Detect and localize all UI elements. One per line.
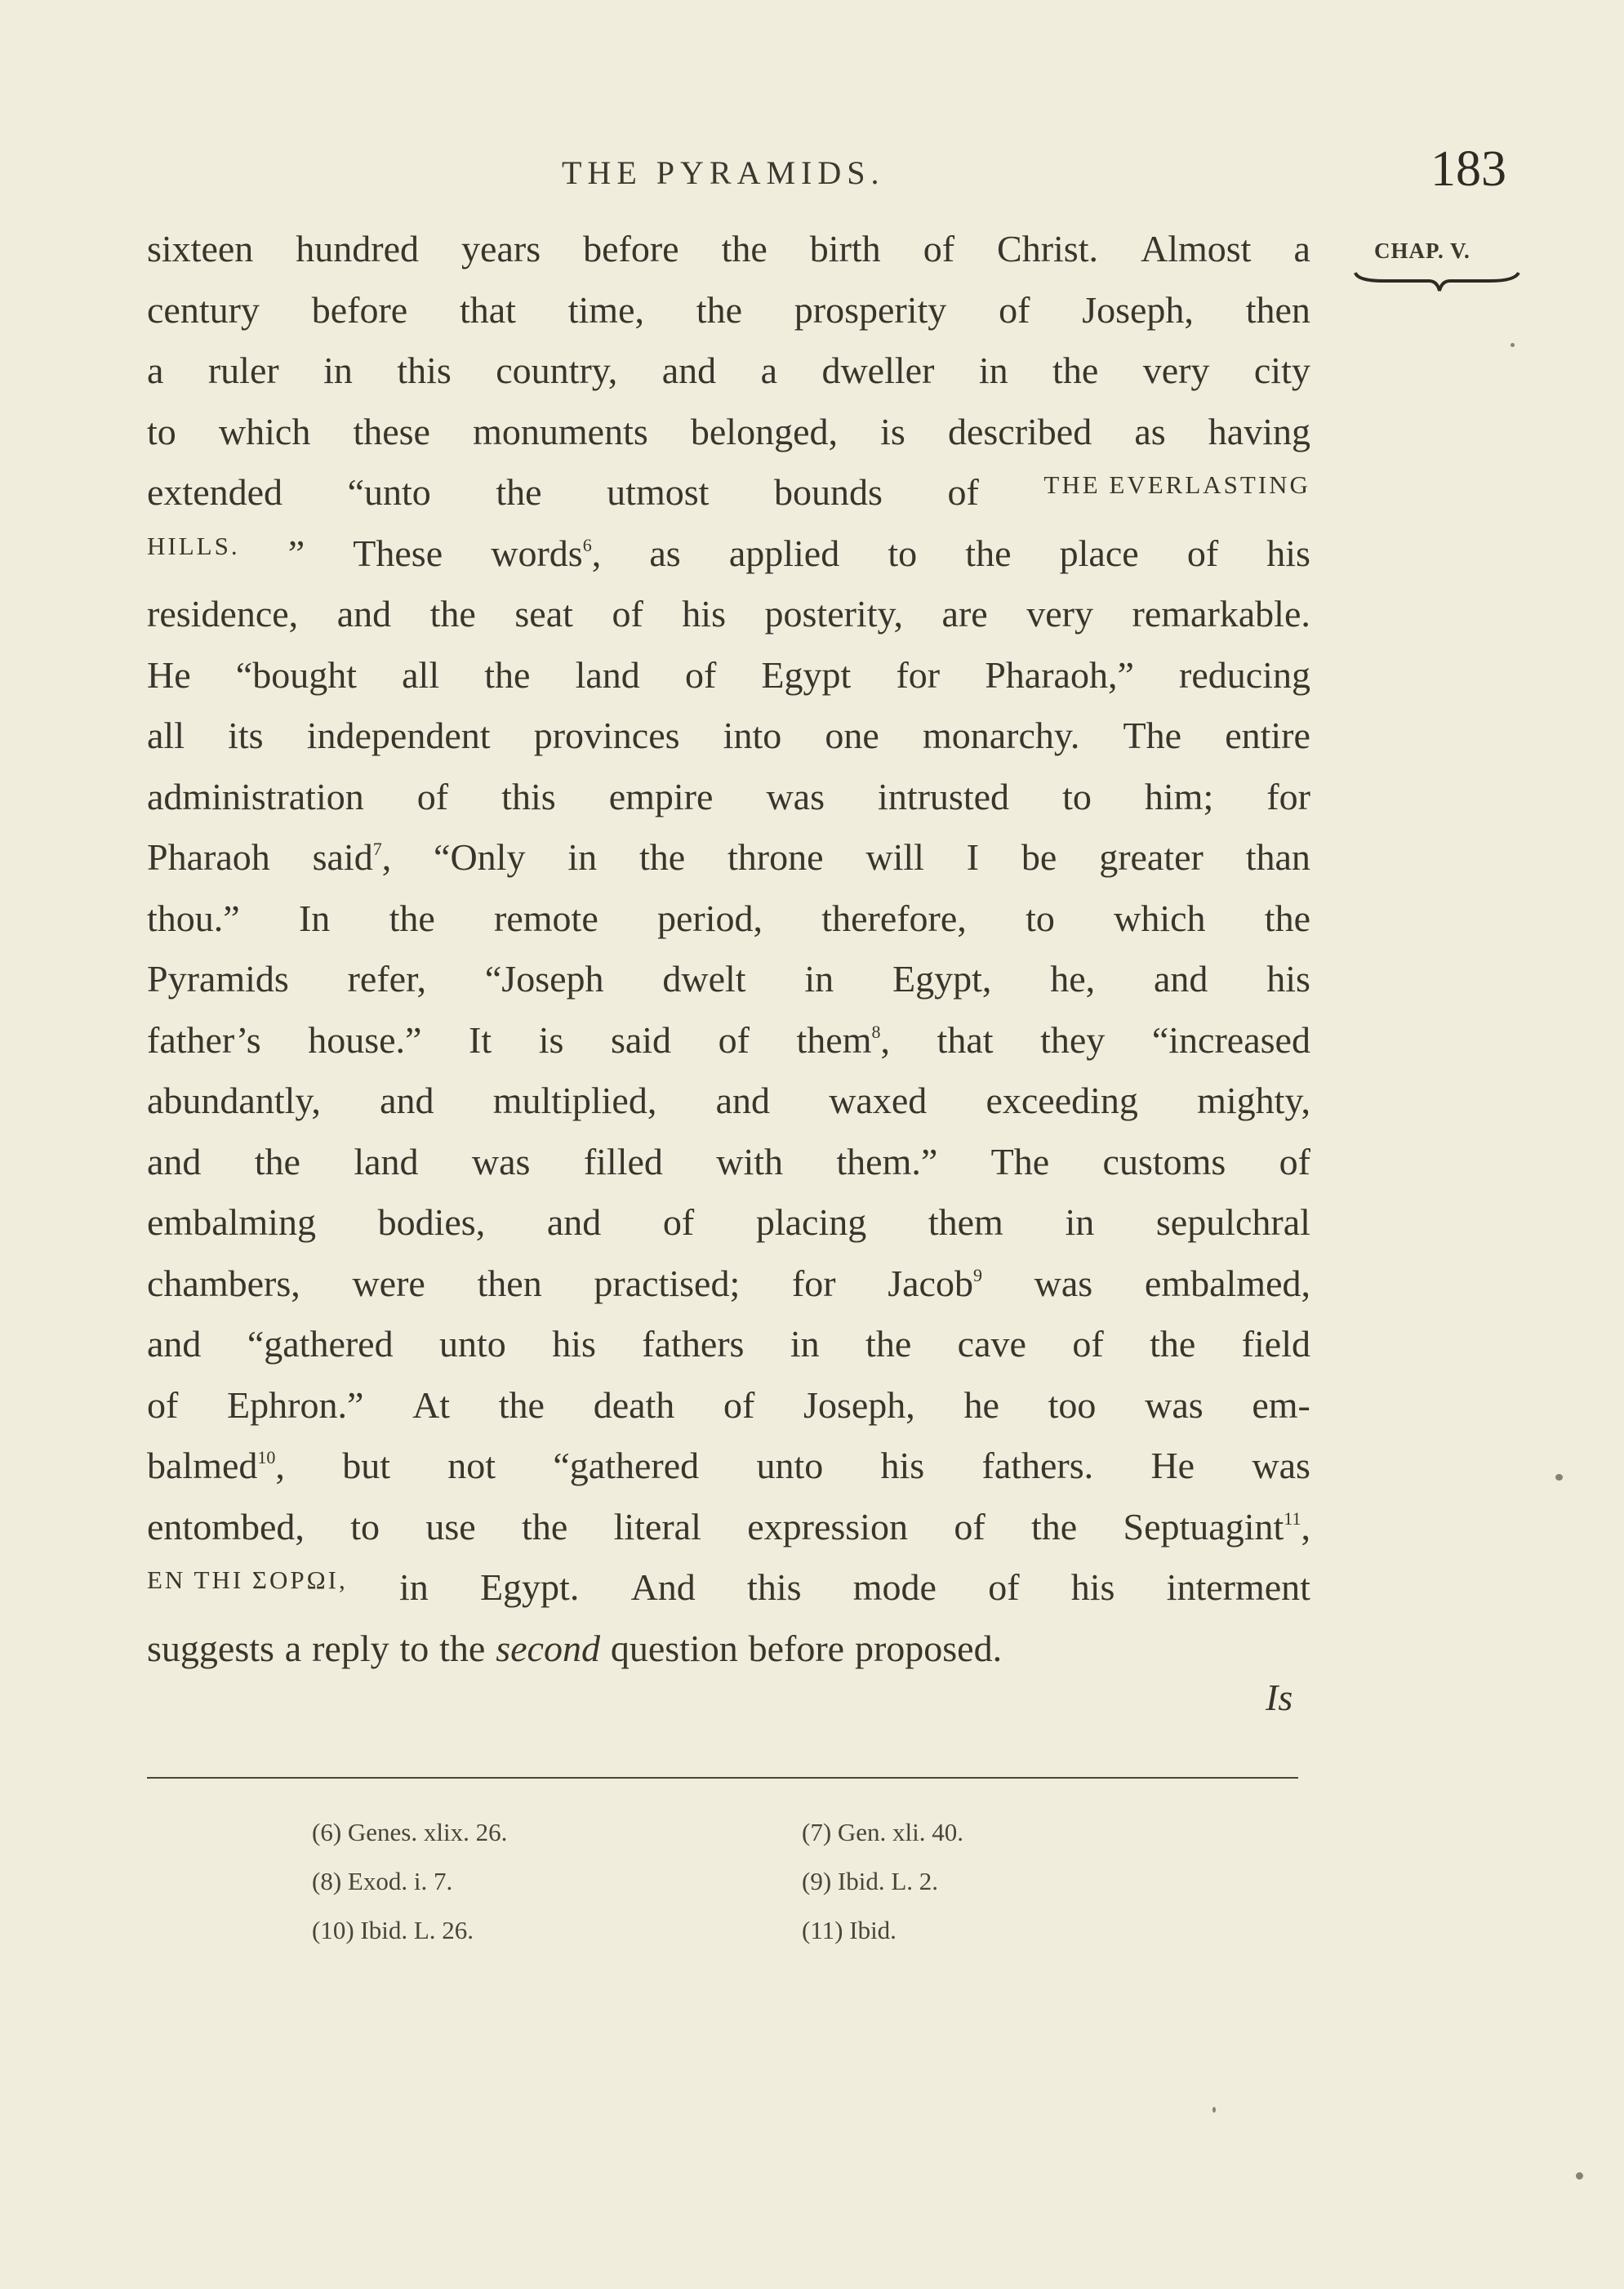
word: interment	[1166, 1566, 1310, 1608]
word: having	[1208, 410, 1310, 452]
word: The	[990, 1140, 1050, 1182]
word: and	[147, 1323, 202, 1365]
word: EN THI ΣΟΡΩΙ,	[147, 1565, 348, 1594]
word: second	[496, 1627, 600, 1669]
word: his	[1266, 958, 1310, 1000]
word: abundantly,	[147, 1080, 321, 1121]
text-line	[147, 1565, 1310, 1627]
word: in	[1065, 1201, 1095, 1243]
word: filled	[583, 1140, 663, 1182]
word: extended	[147, 471, 283, 513]
word: death	[593, 1383, 675, 1426]
word: and	[336, 593, 392, 635]
word: and	[1153, 958, 1208, 1000]
word: his	[682, 593, 726, 635]
word: this	[397, 350, 452, 391]
word: Egypt,	[892, 958, 992, 1000]
word: was	[1145, 1383, 1204, 1426]
word: the	[484, 653, 531, 696]
footnotes	[312, 1818, 1047, 1952]
word: one	[825, 715, 879, 756]
word: It	[469, 1018, 492, 1061]
word: of	[947, 471, 979, 513]
word: THE EVERLASTING	[1043, 470, 1310, 499]
word: of	[723, 1383, 755, 1426]
footnote-rule	[147, 1777, 1298, 1779]
word: of	[612, 593, 643, 635]
word: the	[429, 593, 476, 635]
word: country,	[496, 350, 618, 391]
word: throne	[727, 836, 824, 878]
word: said	[610, 1018, 672, 1061]
text-line	[147, 227, 1310, 288]
word: to	[350, 1505, 380, 1548]
word: before	[311, 288, 408, 331]
word: of	[1279, 1140, 1310, 1182]
word: the	[498, 1383, 545, 1426]
word: suggests	[147, 1627, 274, 1669]
word: place	[1059, 532, 1139, 574]
word: not	[447, 1445, 496, 1486]
word: “Only	[434, 836, 526, 878]
word: the	[439, 1627, 486, 1669]
word: them	[928, 1201, 1003, 1243]
word: “unto	[347, 471, 431, 513]
text-line	[147, 1627, 1310, 1688]
word: he,	[1050, 958, 1096, 1000]
word: Christ.	[997, 228, 1098, 269]
word: of	[416, 775, 449, 817]
text-line	[147, 1018, 1310, 1080]
text-line	[147, 1505, 1310, 1566]
word: reducing	[1179, 653, 1310, 696]
word: for	[1266, 775, 1310, 817]
word: the	[865, 1323, 912, 1365]
footnote-10: (10) Ibid. L. 26.	[312, 1916, 474, 1944]
word: sepulchral	[1155, 1201, 1310, 1243]
word: his	[552, 1323, 596, 1365]
word: land	[575, 653, 640, 696]
word: time,	[567, 288, 645, 331]
word: Pharaoh,”	[985, 653, 1134, 696]
word: Joseph,	[803, 1383, 915, 1426]
word: period,	[657, 897, 763, 939]
word: These	[353, 532, 443, 574]
word: At	[412, 1383, 451, 1426]
word: of	[662, 1201, 695, 1243]
word: prosperity	[794, 288, 947, 331]
word: is	[538, 1018, 564, 1061]
word: was	[1034, 1262, 1093, 1304]
word: Pharaoh	[147, 836, 270, 878]
word: the	[1030, 1505, 1078, 1548]
word: its	[228, 715, 264, 756]
word: of	[954, 1505, 986, 1548]
word: the	[254, 1140, 300, 1182]
word: bodies,	[377, 1201, 486, 1243]
paper-speck	[1212, 2107, 1216, 2113]
text-line	[147, 1322, 1310, 1383]
word: question	[610, 1627, 738, 1669]
word: the	[965, 532, 1012, 574]
text-line	[147, 592, 1310, 653]
page-number: 183	[1430, 141, 1506, 197]
text-line	[147, 532, 1310, 593]
word: Egypt	[761, 653, 852, 696]
word: fathers	[642, 1323, 745, 1365]
word: proposed.	[854, 1627, 1003, 1669]
word: dwelt	[662, 958, 746, 1000]
word: field	[1241, 1323, 1310, 1365]
word: fathers.	[981, 1445, 1094, 1486]
word: placing	[755, 1201, 867, 1243]
word: refer,	[347, 958, 427, 1000]
word: but	[342, 1445, 390, 1486]
word: mighty,	[1197, 1080, 1310, 1121]
word: be	[1021, 836, 1057, 878]
word: birth	[809, 228, 881, 269]
word: the	[522, 1505, 568, 1548]
word: this	[747, 1566, 802, 1608]
text-line	[147, 1140, 1310, 1201]
word: cave	[957, 1323, 1026, 1365]
word: his	[880, 1445, 925, 1486]
text-line	[147, 1200, 1310, 1262]
word: were	[352, 1262, 425, 1304]
word: in	[804, 958, 834, 1000]
word: of	[923, 228, 955, 269]
word: these	[353, 410, 430, 452]
word: Joseph,	[1082, 288, 1194, 331]
word: years	[461, 228, 541, 269]
word: residence,	[147, 593, 299, 635]
word: words$^6$,	[491, 532, 602, 574]
text-line	[147, 835, 1310, 897]
word: a	[1293, 228, 1310, 269]
word: applied	[728, 532, 840, 574]
text-line	[147, 775, 1310, 836]
footnote-6: (6) Genes. xlix. 26.	[312, 1818, 508, 1846]
word: ”	[287, 532, 305, 574]
word: and	[546, 1201, 602, 1243]
word: the	[496, 471, 542, 513]
brace-ornament	[1351, 269, 1523, 302]
word: embalmed,	[1144, 1262, 1310, 1304]
running-title: THE PYRAMIDS.	[562, 154, 885, 191]
word: said$^7$,	[312, 836, 392, 878]
text-line	[147, 1079, 1310, 1140]
body-text	[147, 227, 1310, 1687]
word: bounds	[774, 471, 883, 513]
footnote-7: (7) Gen. xli. 40.	[802, 1818, 964, 1846]
word: in	[567, 836, 598, 878]
word: mode	[852, 1566, 937, 1608]
word: than	[1245, 836, 1310, 878]
word: and	[147, 1140, 202, 1182]
word: with	[716, 1140, 784, 1182]
word: are	[941, 593, 988, 635]
word: to	[1026, 897, 1055, 939]
word: Pyramids	[147, 958, 289, 1000]
word: city	[1253, 350, 1310, 391]
word: belonged,	[690, 410, 839, 452]
word: very	[1026, 593, 1093, 635]
word: seat	[514, 593, 573, 635]
text-line	[147, 1444, 1310, 1505]
word: practised;	[594, 1262, 741, 1304]
chapter-marker: CHAP. V.	[1374, 238, 1470, 263]
word: entombed,	[147, 1505, 305, 1548]
word: unto	[439, 1323, 506, 1365]
word: the	[696, 288, 742, 331]
word: into	[723, 715, 782, 756]
word: is	[880, 410, 905, 452]
word: them.”	[836, 1140, 938, 1182]
text-line	[147, 410, 1310, 471]
word: embalming	[147, 1201, 316, 1243]
paper-speck	[1511, 343, 1515, 347]
text-line	[147, 957, 1310, 1018]
word: monuments	[473, 410, 648, 452]
word: in	[790, 1323, 820, 1365]
word: a	[284, 1627, 302, 1669]
word: to	[888, 532, 918, 574]
word: independent	[306, 715, 491, 756]
footnote-9: (9) Ibid. L. 2.	[802, 1867, 939, 1895]
word: of	[999, 288, 1030, 331]
word: the	[1150, 1323, 1196, 1365]
word: the	[1264, 897, 1310, 939]
word: unto	[756, 1445, 824, 1486]
word: this	[501, 775, 556, 817]
word: In	[298, 897, 331, 939]
word: Septuagint$^{11}$,	[1123, 1505, 1310, 1548]
word: use	[425, 1505, 476, 1548]
word: was	[1252, 1445, 1310, 1486]
word: sixteen	[147, 228, 254, 269]
text-line	[147, 288, 1310, 350]
word: literal	[613, 1505, 701, 1548]
word: the	[638, 836, 686, 878]
word: empire	[608, 775, 714, 817]
word: “Joseph	[484, 958, 604, 1000]
word: that	[459, 288, 516, 331]
word: “bought	[235, 653, 357, 696]
word: reply	[312, 1627, 389, 1669]
word: a	[760, 350, 778, 391]
word: to	[147, 410, 176, 452]
word: he	[963, 1383, 999, 1426]
word: all	[147, 715, 185, 756]
word: The	[1123, 715, 1182, 756]
word: multiplied,	[492, 1080, 657, 1121]
word: will	[865, 836, 924, 878]
word: “gathered	[553, 1445, 700, 1486]
word: remote	[494, 897, 598, 939]
word: “increased	[1151, 1018, 1310, 1061]
word: his	[1070, 1566, 1115, 1608]
paper-speck	[1576, 2172, 1583, 2180]
word: Ephron.”	[227, 1383, 364, 1426]
paper-speck	[1555, 1474, 1563, 1481]
word: father’s	[147, 1018, 261, 1061]
word: of	[988, 1566, 1020, 1608]
word: waxed	[829, 1080, 928, 1121]
word: balmed$^{10}$,	[147, 1445, 285, 1486]
word: I	[966, 836, 980, 878]
word: ruler	[207, 350, 279, 391]
text-line	[147, 349, 1310, 410]
catchword: Is	[1266, 1677, 1293, 1718]
word: posterity,	[764, 593, 904, 635]
word: was	[766, 775, 825, 817]
word: of	[147, 1383, 179, 1426]
word: dweller	[821, 350, 935, 391]
word: He	[147, 653, 191, 696]
word: century	[147, 288, 260, 331]
word: his	[1266, 532, 1310, 574]
word: as	[1134, 410, 1166, 452]
word: HILLS.	[147, 531, 240, 560]
word: all	[402, 653, 440, 696]
word: in	[978, 350, 1008, 391]
word: to	[399, 1627, 429, 1669]
word: Egypt.	[479, 1566, 580, 1608]
word: utmost	[607, 471, 710, 513]
text-line	[147, 470, 1310, 532]
footnote-11: (11) Ibid.	[802, 1916, 897, 1944]
word: house.”	[308, 1018, 422, 1061]
word: for	[791, 1262, 836, 1304]
word: “gathered	[247, 1323, 394, 1365]
word: in	[398, 1566, 429, 1608]
word: which	[1114, 897, 1206, 939]
word: exceeding	[986, 1080, 1138, 1121]
word: land	[354, 1140, 419, 1182]
text-line	[147, 1383, 1310, 1445]
word: greater	[1099, 836, 1204, 878]
word: thou.”	[147, 897, 240, 939]
word: a	[147, 350, 164, 391]
word: of	[1186, 532, 1219, 574]
text-line	[147, 1262, 1310, 1323]
word: hundred	[296, 228, 420, 269]
word: Almost	[1140, 228, 1252, 269]
word: customs	[1102, 1140, 1226, 1182]
word: as	[649, 532, 681, 574]
word: for	[896, 653, 941, 696]
word: of	[718, 1018, 750, 1061]
word: administration	[147, 775, 364, 817]
word: very	[1142, 350, 1210, 391]
word: then	[1245, 288, 1310, 331]
word: em-	[1252, 1383, 1310, 1426]
word: chambers,	[147, 1262, 300, 1304]
word: provinces	[533, 715, 680, 756]
word: which	[218, 410, 311, 452]
word: before	[583, 228, 679, 269]
word: expression	[747, 1505, 908, 1548]
word: them$^8$,	[796, 1018, 890, 1061]
word: the	[389, 897, 435, 939]
word: then	[477, 1262, 542, 1304]
text-line	[147, 897, 1310, 958]
text-line	[147, 714, 1310, 775]
word: the	[721, 228, 768, 269]
word: intrusted	[878, 775, 1010, 817]
word: that	[937, 1018, 994, 1061]
word: described	[947, 410, 1092, 452]
word: too	[1048, 1383, 1097, 1426]
word: of	[684, 653, 717, 696]
word: remarkable.	[1132, 593, 1310, 635]
word: him;	[1144, 775, 1214, 817]
word: and	[661, 350, 717, 391]
word: entire	[1225, 715, 1310, 756]
word: monarchy.	[922, 715, 1080, 756]
word: And	[630, 1566, 696, 1608]
word: and	[380, 1080, 434, 1121]
word: and	[715, 1080, 770, 1121]
word: before	[748, 1627, 845, 1669]
word: of	[1072, 1323, 1104, 1365]
word: the	[1052, 350, 1099, 391]
word: in	[323, 350, 353, 391]
text-line	[147, 653, 1310, 715]
word: they	[1040, 1018, 1106, 1061]
word: therefore,	[821, 897, 967, 939]
word: was	[471, 1140, 531, 1182]
word: to	[1062, 775, 1092, 817]
word: Jacob$^9$	[888, 1262, 982, 1304]
footnote-8: (8) Exod. i. 7.	[312, 1867, 453, 1895]
word: He	[1150, 1445, 1195, 1486]
